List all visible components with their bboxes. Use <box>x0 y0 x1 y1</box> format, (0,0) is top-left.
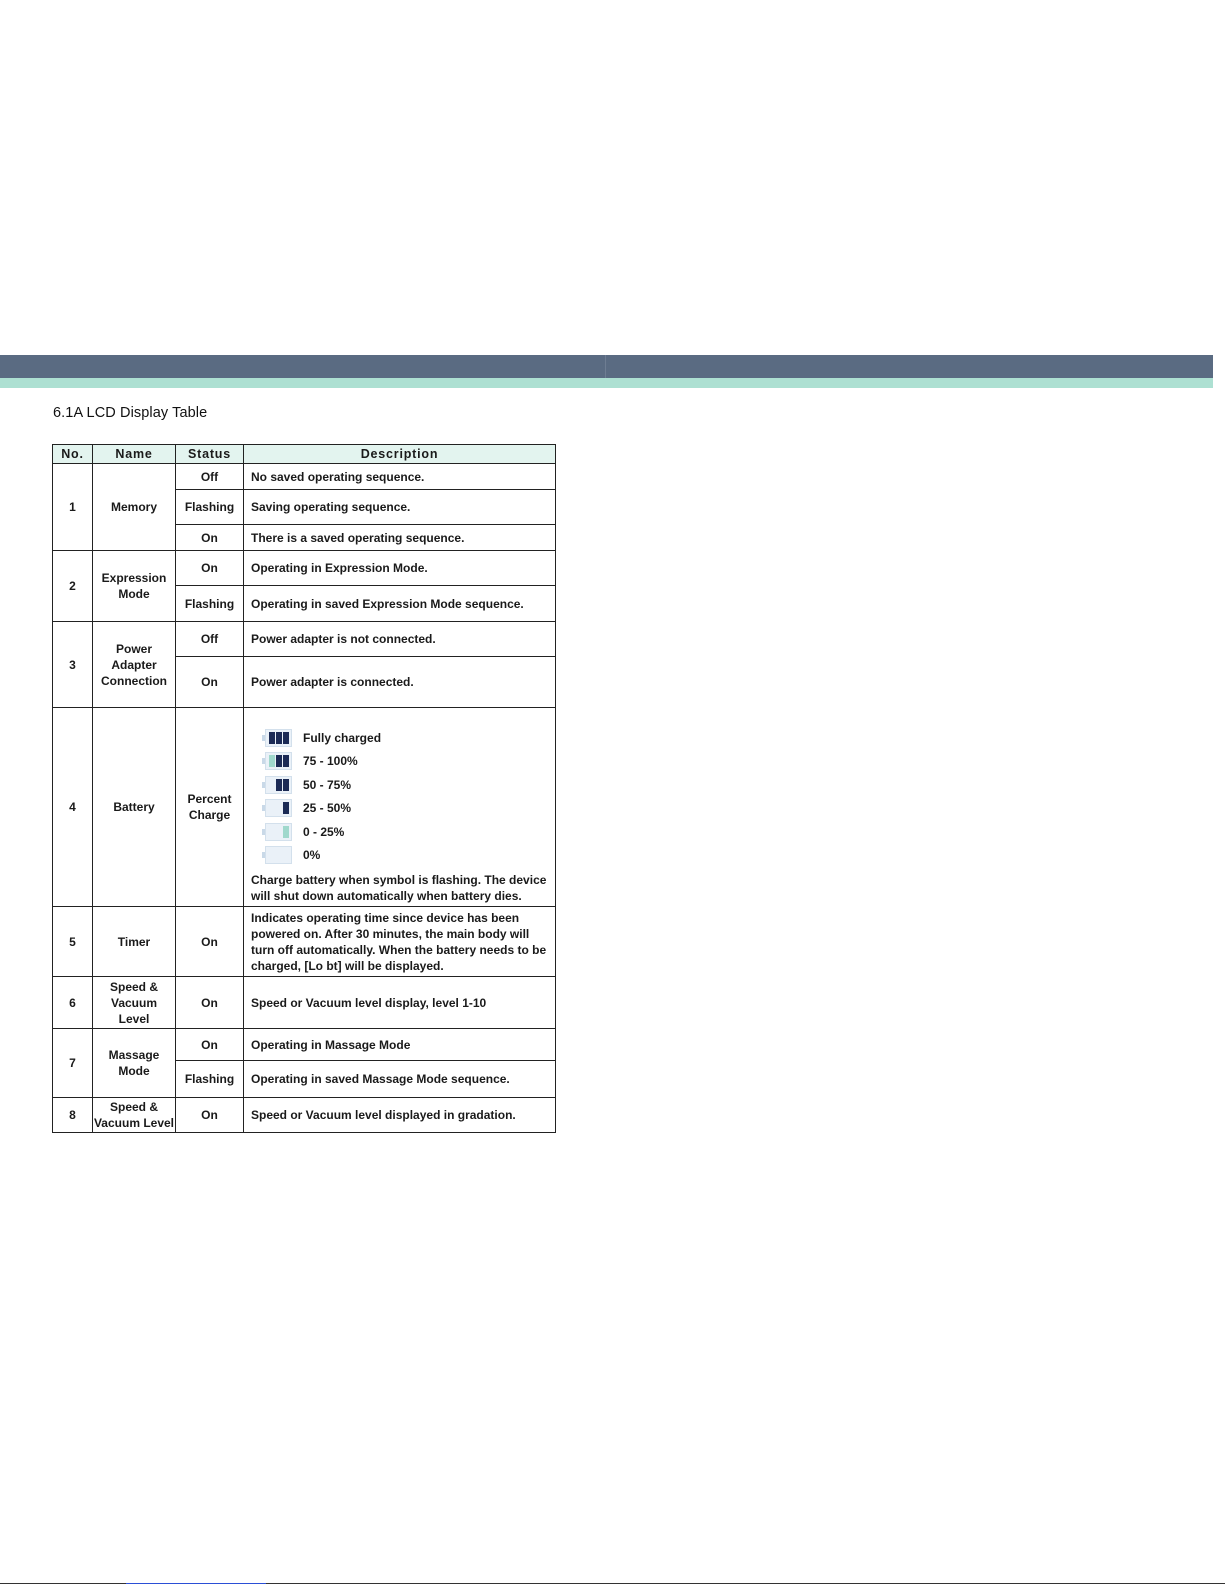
row-number: 2 <box>53 551 93 622</box>
header-band-dark <box>0 355 1225 378</box>
table-row <box>53 1098 556 1133</box>
table-row <box>53 1029 556 1061</box>
lcd-display-table <box>52 444 556 1133</box>
header-band-end <box>1213 355 1225 388</box>
header-band-mint <box>0 378 1225 388</box>
row-number: 6 <box>53 977 93 1029</box>
battery-level-label: 50 - 75% <box>303 777 352 792</box>
table-row <box>53 622 556 657</box>
row-status: Off <box>176 464 244 490</box>
row-description: There is a saved operating sequence. <box>244 525 556 551</box>
row-status: On <box>176 1029 244 1061</box>
battery-level-label: Fully charged <box>303 730 382 745</box>
battery-level-label: 0 - 25% <box>303 824 345 839</box>
row-status: On <box>176 977 244 1029</box>
battery-icon <box>262 823 292 841</box>
section-title: 6.1A LCD Display Table <box>53 405 208 421</box>
footer-link-underline <box>126 1583 266 1584</box>
row-status: On <box>176 907 244 977</box>
row-number: 8 <box>53 1098 93 1133</box>
row-description: Operating in Massage Mode <box>244 1029 556 1061</box>
table-row <box>53 907 556 977</box>
row-status: On <box>176 1098 244 1133</box>
battery-description <box>244 708 556 907</box>
table-row <box>53 708 556 907</box>
row-name: Speed & Vacuum Level <box>93 1098 176 1133</box>
row-status: Off <box>176 622 244 657</box>
row-number: 1 <box>53 464 93 551</box>
battery-level-row <box>251 773 551 797</box>
row-status: Flashing <box>176 586 244 622</box>
row-description: Power adapter is connected. <box>244 657 556 708</box>
row-number: 3 <box>53 622 93 708</box>
table-row <box>53 464 556 490</box>
battery-level-row <box>251 750 551 774</box>
row-status: Flashing <box>176 1061 244 1098</box>
row-description: Power adapter is not connected. <box>244 622 556 657</box>
row-name: Timer <box>93 907 176 977</box>
row-description: Speed or Vacuum level display, level 1-10 <box>244 977 556 1029</box>
row-name: Battery <box>93 708 176 907</box>
row-description: Operating in saved Massage Mode sequence. <box>244 1061 556 1098</box>
row-description: Operating in Expression Mode. <box>244 551 556 586</box>
row-name: Power Adapter Connection <box>93 622 176 708</box>
row-status: Flashing <box>176 490 244 525</box>
row-number: 7 <box>53 1029 93 1098</box>
header-status: Status <box>176 445 244 464</box>
battery-icon <box>262 846 292 864</box>
table-row <box>53 551 556 586</box>
row-name: Speed & Vacuum Level <box>93 977 176 1029</box>
battery-level-label: 25 - 50% <box>303 801 352 816</box>
battery-level-row <box>251 844 551 868</box>
battery-note: Charge battery when symbol is flashing. The device will shut down automatically when battery dies. <box>251 873 547 903</box>
row-description: Operating in saved Expression Mode sequence. <box>244 586 556 622</box>
row-name: Massage Mode <box>93 1029 176 1098</box>
battery-level-row <box>251 797 551 821</box>
battery-icon <box>262 752 292 770</box>
row-description: No saved operating sequence. <box>244 464 556 490</box>
table-row <box>53 977 556 1029</box>
battery-level-row <box>251 726 551 750</box>
row-name: Memory <box>93 464 176 551</box>
battery-icon <box>262 776 292 794</box>
table-header-row <box>53 445 556 464</box>
battery-level-row <box>251 820 551 844</box>
row-name: Expression Mode <box>93 551 176 622</box>
battery-level-label: 0% <box>303 848 321 863</box>
header-description: Description <box>244 445 556 464</box>
row-status: On <box>176 657 244 708</box>
row-status: On <box>176 525 244 551</box>
row-description: Indicates operating time since device has been powered on. After 30 minutes, the main body will turn off automatically. When the battery needs to be charged, [Lo bt] will be displayed. <box>244 907 556 977</box>
battery-icon <box>262 729 292 747</box>
header-no: No. <box>53 445 93 464</box>
row-number: 4 <box>53 708 93 907</box>
row-description: Saving operating sequence. <box>244 490 556 525</box>
row-description: Speed or Vacuum level displayed in gradation. <box>244 1098 556 1133</box>
row-number: 5 <box>53 907 93 977</box>
row-status: Percent Charge <box>176 708 244 907</box>
battery-level-label: 75 - 100% <box>303 754 358 769</box>
battery-icon <box>262 799 292 817</box>
battery-level-list <box>251 708 551 867</box>
header-name: Name <box>93 445 176 464</box>
row-status: On <box>176 551 244 586</box>
